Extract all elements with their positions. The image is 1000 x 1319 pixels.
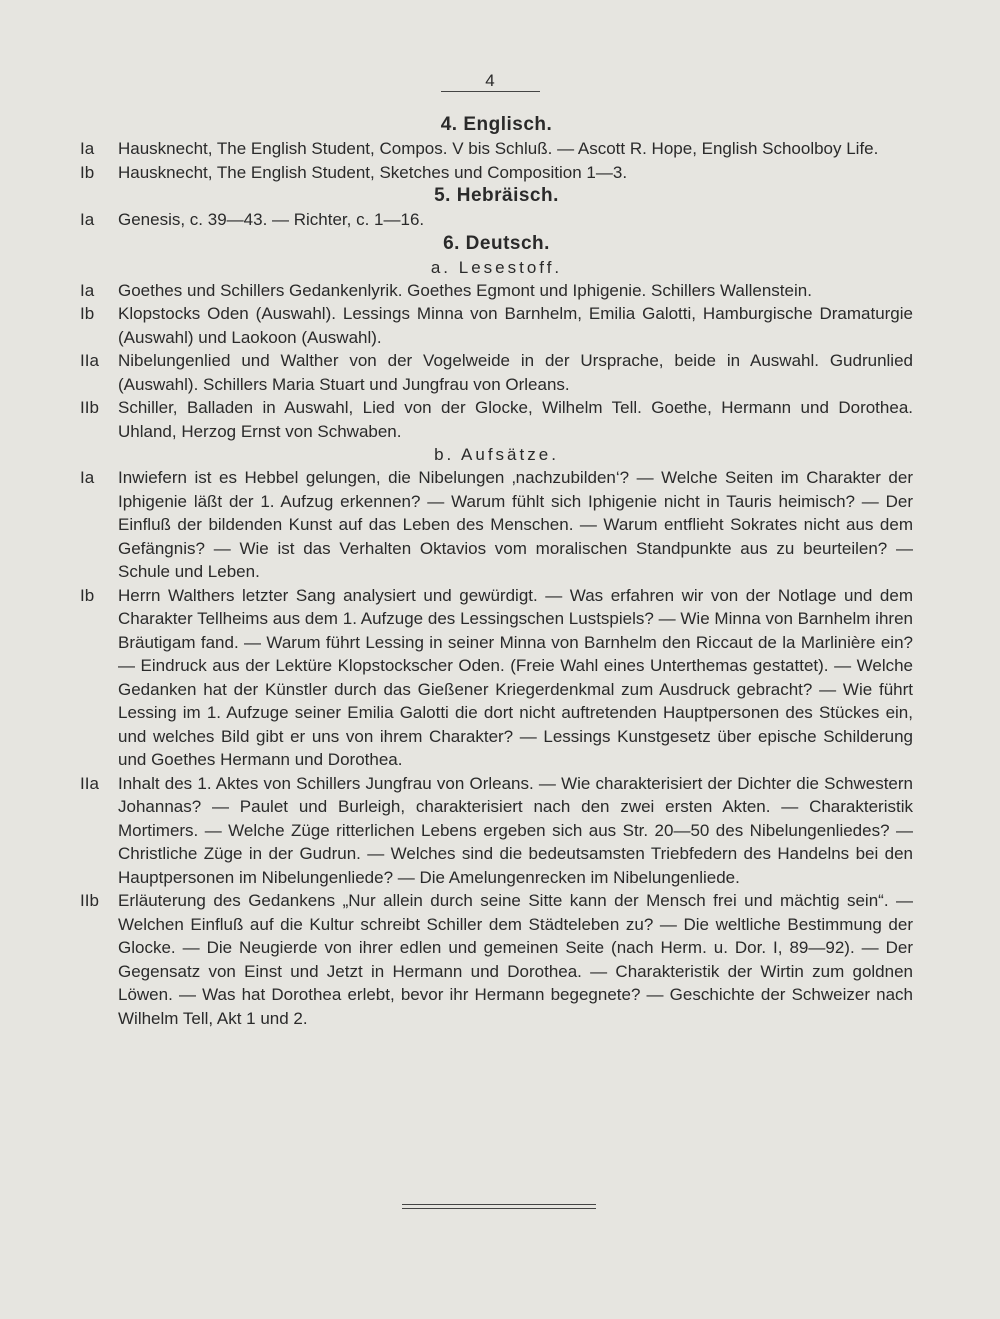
subsection-title-lesestoff: a. Lesestoff. — [430, 257, 563, 277]
grade-label: IIa — [80, 351, 99, 370]
list-item — [80, 584, 913, 772]
page-content — [80, 113, 913, 1030]
entry-text: Klopstocks Oden (Auswahl). Lessings Minna von Barnhelm, Emilia Galotti, Hamburgische Dramaturgie (Auswahl) und Laokoon (Auswahl). — [118, 304, 913, 347]
list-item — [80, 396, 913, 443]
section-title-englisch: 4. Englisch. — [440, 114, 553, 135]
grade-label: Ia — [80, 210, 95, 229]
grade-label: Ia — [80, 468, 95, 487]
list-item — [80, 889, 913, 1030]
entry-text: Genesis, c. 39—43. — Richter, c. 1—16. — [118, 210, 425, 229]
subsection-title-aufsaetze: b. Aufsätze. — [434, 445, 559, 464]
entry-text: Hausknecht, The English Student, Compos. V bis Schluß. — Ascott R. Hope, English Schoolboy Life. — [118, 139, 879, 158]
list-item — [80, 349, 913, 396]
entry-text: Inwiefern ist es Hebbel gelungen, die Nibelungen ‚nachzubilden‘? — Welche Seiten im Charakter der Iphigenie läßt der 1. Aufzug erkennen? — Warum fühlt sich Iphigenie nicht in Tauris heimisch? — Der Einfluß der bildenden Kunst auf das Leben des Menschen. — Warum entflieht Sokrates nicht aus dem Gefängnis? — Wie ist das Verhalten Oktavios vom moralischen Standpunkte aus zu beurteilen? — Schule und Leben. — [118, 468, 913, 581]
section-title-deutsch: 6. Deutsch. — [443, 232, 550, 254]
end-rule — [402, 1204, 596, 1209]
grade-label: Ia — [80, 139, 95, 158]
grade-label: Ia — [80, 280, 95, 300]
grade-label: IIb — [80, 891, 99, 910]
entry-text: Erläuterung des Gedankens „Nur allein durch seine Sitte kann der Mensch frei und mächtig sein“. — Welchen Einfluß auf die Kultur schreibt Schiller dem Städteleben zu? — Die weltliche Bestimmung der Glocke. — Die Neugierde von ihrer edlen und gemeinen Seite (nach Herm. u. Dor. I, 89—92). — Der Gegensatz von Einst und Jetzt in Hermann und Dorothea. — Charakteristik der Wirtin zum goldnen Löwen. — Was hat Dorothea erlebt, bevor ihr Hermann begegnete? — Geschichte der Schweizer nach Wilhelm Tell, Akt 1 und 2. — [118, 891, 913, 1028]
list-item — [80, 466, 913, 584]
list-item — [80, 302, 913, 349]
grade-label: Ib — [80, 585, 95, 605]
entry-text: Inhalt des 1. Aktes von Schillers Jungfrau von Orleans. — Wie charakterisiert der Dichter die Schwestern Johannas? — Paulet und Burleigh, charakterisiert nach den zwei ersten Akten. — Charakteristik Mortimers. — Welche Züge ritterlichen Lebens ergeben sich aus Str. 20—50 des Nibelungenliedes? — Christliche Züge in der Gudrun. — Welches sind die bedeutsamsten Triebfedern des Handelns bei den Hauptpersonen im Nibelungenliede? — Die Amelungenrecken im Nibelungenliede. — [118, 773, 913, 887]
grade-label: Ib — [80, 304, 95, 323]
section-title-hebraeisch: 5. Hebräisch. — [434, 185, 559, 206]
entry-text: Schiller, Balladen in Auswahl, Lied von der Glocke, Wilhelm Tell. Goethe, Hermann und Dorothea. Uhland, Herzog Ernst von Schwaben. — [118, 398, 913, 441]
grade-label: Ib — [80, 162, 95, 182]
list-item — [80, 161, 913, 185]
entry-text: Goethes und Schillers Gedankenlyrik. Goethes Egmont und Iphigenie. Schillers Wallenstein. — [118, 280, 812, 300]
list-item — [80, 279, 913, 303]
list-item — [80, 137, 913, 161]
entry-text: Hausknecht, The English Student, Sketches und Composition 1—3. — [118, 162, 628, 182]
page-number: 4 — [485, 71, 495, 90]
entry-text: Herrn Walthers letzter Sang analysiert und gewürdigt. — Was erfahren wir von der Notlage und dem Charakter Tellheims aus dem 1. Aufzuge des Lessingschen Lustspiels? — Wie Minna von Barnhelm ihren Bräutigam fand. — Warum führt Lessing in seiner Minna von Barnhelm den Riccaut de la Marlinière ein? — Eindruck aus der Lektüre Klopstockscher Oden. (Freie Wahl eines Unterthemas gestattet). — Welche Gedanken hat der Künstler durch das Gießener Kriegerdenkmal zum Ausdruck gebracht? — Wie führt Lessing im 1. Aufzuge seiner Emilia Galotti die dort nicht auftretenden Hauptpersonen des Stückes ein, und welches Bild gibt er uns von ihrem Charakter? — Lessings Kunstgesetz über epische Schilderung und Goethes Hermann und Dorothea. — [118, 585, 913, 769]
list-item — [80, 208, 913, 232]
grade-label: IIa — [80, 773, 99, 793]
list-item — [80, 772, 913, 890]
entry-text: Nibelungenlied und Walther von der Vogelweide in der Ursprache, beide in Auswahl. Gudrunlied (Auswahl). Schillers Maria Stuart und Jungfrau von Orleans. — [118, 351, 913, 394]
grade-label: IIb — [80, 398, 99, 417]
page-number-rule — [441, 91, 540, 92]
